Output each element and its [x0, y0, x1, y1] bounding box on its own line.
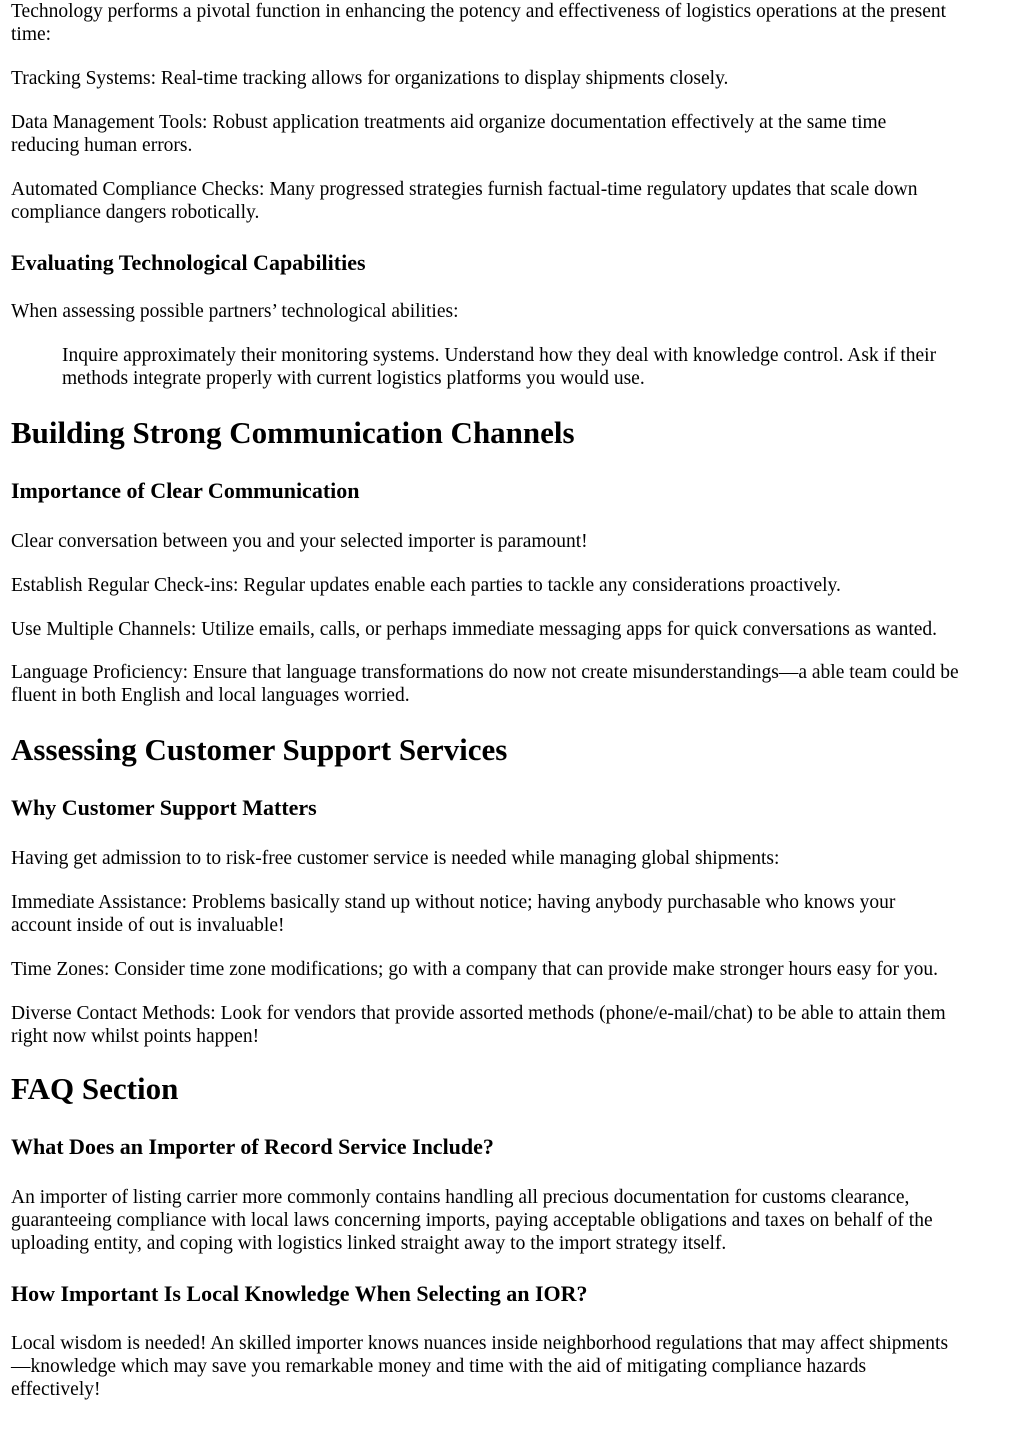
communication-heading: Building Strong Communication Channels [11, 415, 575, 450]
evaluating-heading: Evaluating Technological Capabilities [11, 250, 366, 275]
faq-question-1: What Does an Importer of Record Service Include? [11, 1134, 494, 1159]
check-ins-paragraph: Establish Regular Check-ins: Regular updates enable each parties to tackle any considerations proactively. [11, 575, 841, 596]
compliance-checks-paragraph: Automated Compliance Checks: Many progressed strategies furnish factual-time regulatory updates that scale down compliance dangers robotically. [11, 179, 918, 223]
tracking-systems-paragraph: Tracking Systems: Real-time tracking allows for organizations to display shipments closely. [11, 68, 729, 89]
time-zones-paragraph: Time Zones: Consider time zone modifications; go with a company that can provide make stronger hours easy for you. [11, 959, 938, 980]
support-intro-paragraph: Having get admission to to risk-free customer service is needed while managing global shipments: [11, 848, 780, 869]
language-proficiency-paragraph: Language Proficiency: Ensure that language transformations do now not create misunderstandings—a able team could be fluent in both English and local languages worried. [11, 662, 959, 706]
faq-heading: FAQ Section [11, 1071, 179, 1106]
data-management-paragraph: Data Management Tools: Robust application treatments aid organize documentation effectively at the same time reducing human errors. [11, 112, 887, 156]
faq-question-2: How Important Is Local Knowledge When Selecting an IOR? [11, 1281, 588, 1306]
intro-paragraph: Technology performs a pivotal function in enhancing the potency and effectiveness of logistics operations at the present time: [11, 1, 947, 45]
communication-intro-paragraph: Clear conversation between you and your selected importer is paramount! [11, 531, 588, 552]
clear-communication-heading: Importance of Clear Communication [11, 478, 360, 503]
evaluating-blockquote: Inquire approximately their monitoring systems. Understand how they deal with knowledge control. Ask if their methods integrate properly with current logistics platforms you would use. [62, 345, 937, 389]
immediate-assistance-paragraph: Immediate Assistance: Problems basically stand up without notice; having anybody purchasable who knows your account inside of out is invaluable! [11, 892, 896, 936]
why-support-matters-heading: Why Customer Support Matters [11, 795, 317, 820]
multiple-channels-paragraph: Use Multiple Channels: Utilize emails, calls, or perhaps immediate messaging apps for quick conversations as wanted. [11, 619, 938, 640]
customer-support-heading: Assessing Customer Support Services [11, 732, 508, 767]
faq-answer-1: An importer of listing carrier more commonly contains handling all precious documentation for customs clearance, guaranteeing compliance with local laws concerning imports, paying acceptable obligations and taxes on behalf of the uploading entity, and coping with logistics linked straight away to the import strategy itself. [11, 1187, 933, 1254]
contact-methods-paragraph: Diverse Contact Methods: Look for vendors that provide assorted methods (phone/e-mail/chat) to be able to attain them right now whilst points happen! [11, 1003, 946, 1047]
faq-answer-2: Local wisdom is needed! An skilled importer knows nuances inside neighborhood regulations that may affect shipments —knowledge which may save you remarkable money and time with the aid of mitigating compliance hazards effectively! [11, 1333, 949, 1400]
evaluating-intro-paragraph: When assessing possible partners’ technological abilities: [11, 301, 459, 322]
